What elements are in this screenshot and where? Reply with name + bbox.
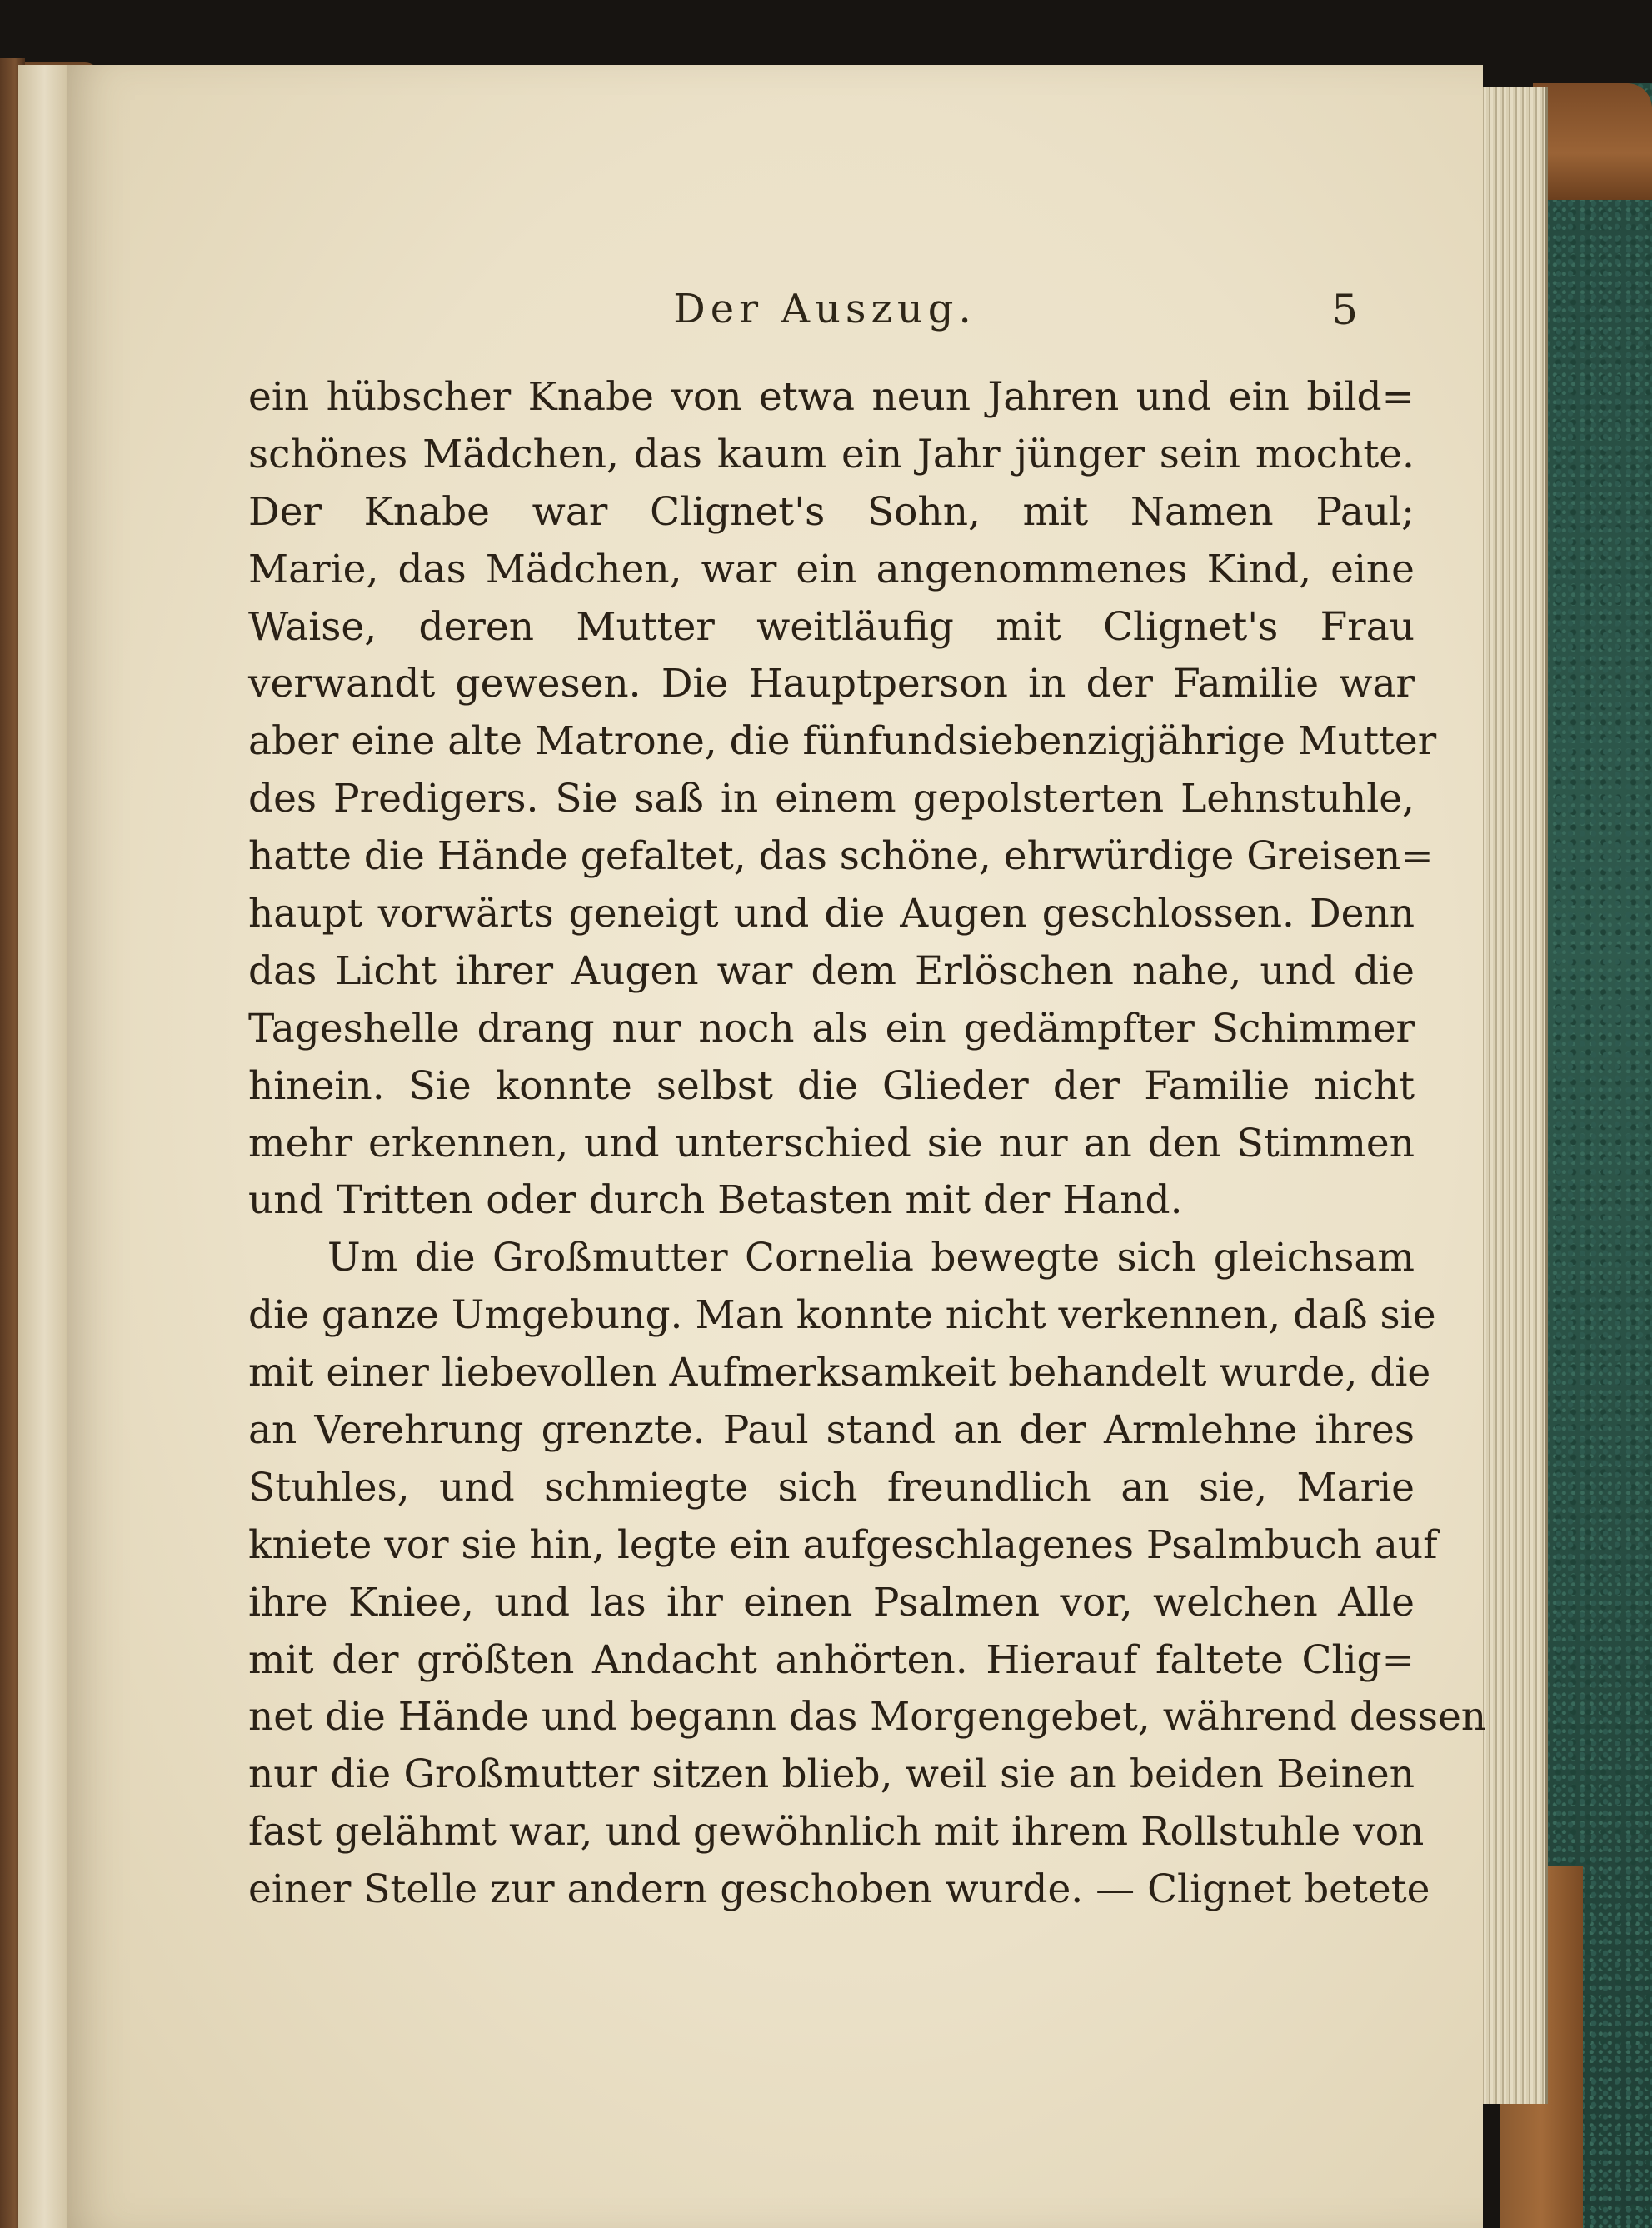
text-line: des Predigers. Sie saß in einem gepolsterten Lehnstuhle, (248, 776, 1415, 822)
book-page (67, 65, 1487, 2228)
text-line: kniete vor sie hin, legte ein aufgeschlagenes Psalmbuch auf (248, 1521, 1438, 1568)
body-text (248, 369, 1487, 1919)
text-line: Marie, das Mädchen, war ein angenommenes Kind, eine (248, 546, 1415, 592)
text-line: und Tritten oder durch Betasten mit der Hand. (248, 1177, 1183, 1224)
text-line: Tageshelle drang nur noch als ein gedämpfter Schimmer (248, 1005, 1415, 1052)
text-line: haupt vorwärts geneigt und die Augen geschlossen. Denn (248, 891, 1415, 937)
text-line: an Verehrung grenzte. Paul stand an der Armlehne ihres (248, 1407, 1415, 1454)
text-line: verwandt gewesen. Die Hauptperson in der Familie war (248, 661, 1415, 707)
text-line: nur die Großmutter sitzen blieb, weil sie an beiden Beinen (248, 1751, 1415, 1798)
text-line: schönes Mädchen, das kaum ein Jahr jünger sein mochte. (248, 431, 1415, 477)
text-line: hatte die Hände gefaltet, das schöne, ehrwürdige Greisen= (248, 833, 1434, 880)
text-line: die ganze Umgebung. Man konnte nicht verkennen, daß sie (248, 1292, 1436, 1339)
text-line: fast gelähmt war, und gewöhnlich mit ihrem Rollstuhle von (248, 1809, 1425, 1856)
book-cover-corner-top (1533, 83, 1652, 200)
text-line: mit einer liebevollen Aufmerksamkeit behandelt wurde, die (248, 1350, 1431, 1396)
text-line: net die Hände und begann das Morgengebet, während dessen (248, 1694, 1487, 1741)
text-line: Der Knabe war Clignet's Sohn, mit Namen Paul; (248, 488, 1415, 535)
text-line: mit der größten Andacht anhörten. Hierauf faltete Clig= (248, 1636, 1415, 1683)
text-line: einer Stelle zur andern geschoben wurde. — Clignet betete (248, 1866, 1430, 1913)
text-line-paragraph-start: Um die Großmutter Cornelia bewegte sich gleichsam (327, 1235, 1415, 1281)
running-head (67, 286, 1483, 336)
text-line: aber eine alte Matrone, die fünfundsiebenzigjährige Mutter (248, 718, 1437, 765)
text-line: hinein. Sie konnte selbst die Glieder der Familie nicht (248, 1062, 1415, 1109)
text-line: ein hübscher Knabe von etwa neun Jahren und ein bild= (248, 374, 1415, 420)
text-line: das Licht ihrer Augen war dem Erlöschen nahe, und die (248, 947, 1415, 994)
text-line: Stuhles, und schmiegte sich freundlich an sie, Marie (248, 1464, 1415, 1511)
running-head-title: Der Auszug. (673, 286, 976, 332)
page-number: 5 (1331, 286, 1358, 334)
text-line: mehr erkennen, und unterschied sie nur an den Stimmen (248, 1120, 1415, 1166)
text-line: Waise, deren Mutter weitläufig mit Clignet's Frau (248, 603, 1415, 650)
text-line: ihre Kniee, und las ihr einen Psalmen vor, welchen Alle (248, 1579, 1415, 1626)
